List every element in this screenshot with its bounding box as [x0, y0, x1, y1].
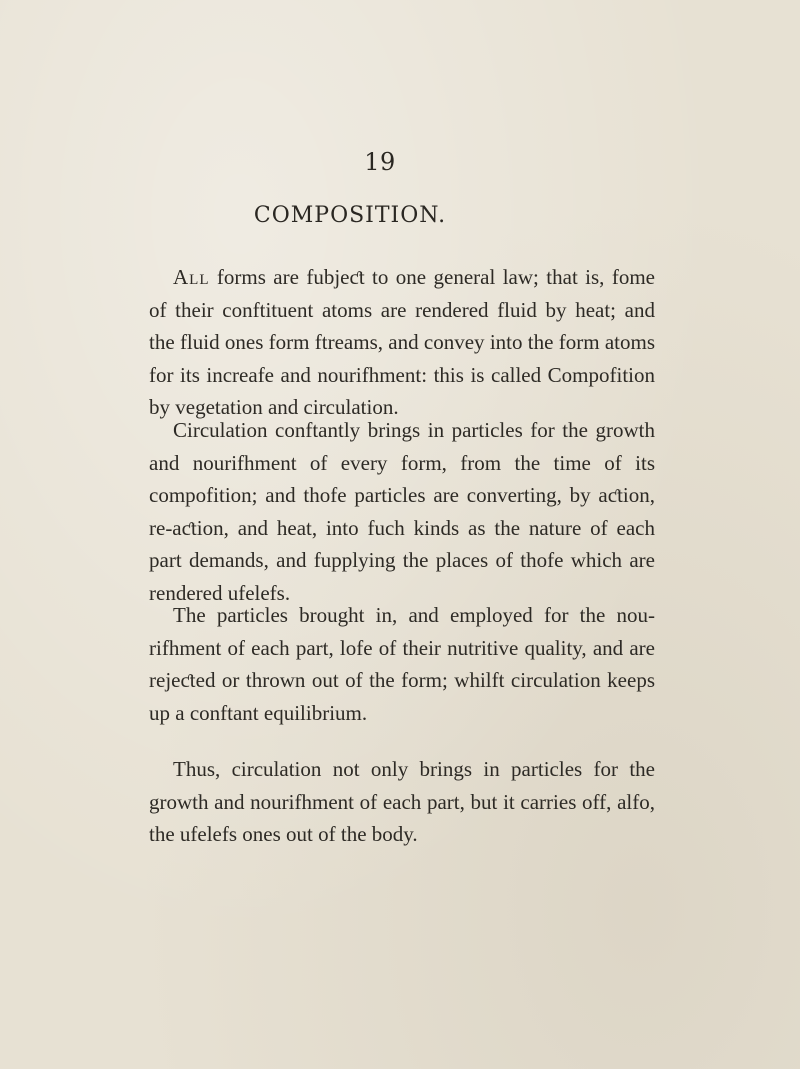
paragraph-text: Thus, circulation not only brings in particles for the growth and nourifhment of each part, but it carries off, alfo, the ufelefs ones out of the body.	[149, 757, 655, 846]
paragraph-text: The particles brought in, and employed for the nou-rifhment of each part, lofe of their nutritive quality, and are rejeƈted or thrown out of the form; whilft circulation keeps up a conftant equilibrium.	[149, 603, 655, 725]
paragraph-body: forms are fubjeƈt to one general law; that is, fome of their conftituent atoms are rendered fluid by heat; and the fluid ones form ftreams, and convey into the form atoms for its increafe and nourifhment: this is called Compofition by vegetation and circulation.	[149, 265, 655, 419]
paragraph-text	[149, 261, 655, 424]
paragraph-1	[149, 261, 655, 424]
page-number: 19	[364, 148, 396, 176]
paragraph-4	[149, 753, 655, 851]
paragraph-lead-word: All	[173, 265, 210, 289]
paragraph-3	[149, 599, 655, 729]
paragraph-text: Circulation conftantly brings in particles for the growth and nourifhment of every form, from the time of its compofition; and thofe particles are converting, by aƈtion, re-aƈtion, and heat, into fuch kinds as the nature of each part demands, and fupplying the places of thofe which are rendered ufelefs.	[149, 418, 655, 605]
paragraph-2	[149, 414, 655, 609]
section-heading: COMPOSITION.	[253, 203, 447, 228]
